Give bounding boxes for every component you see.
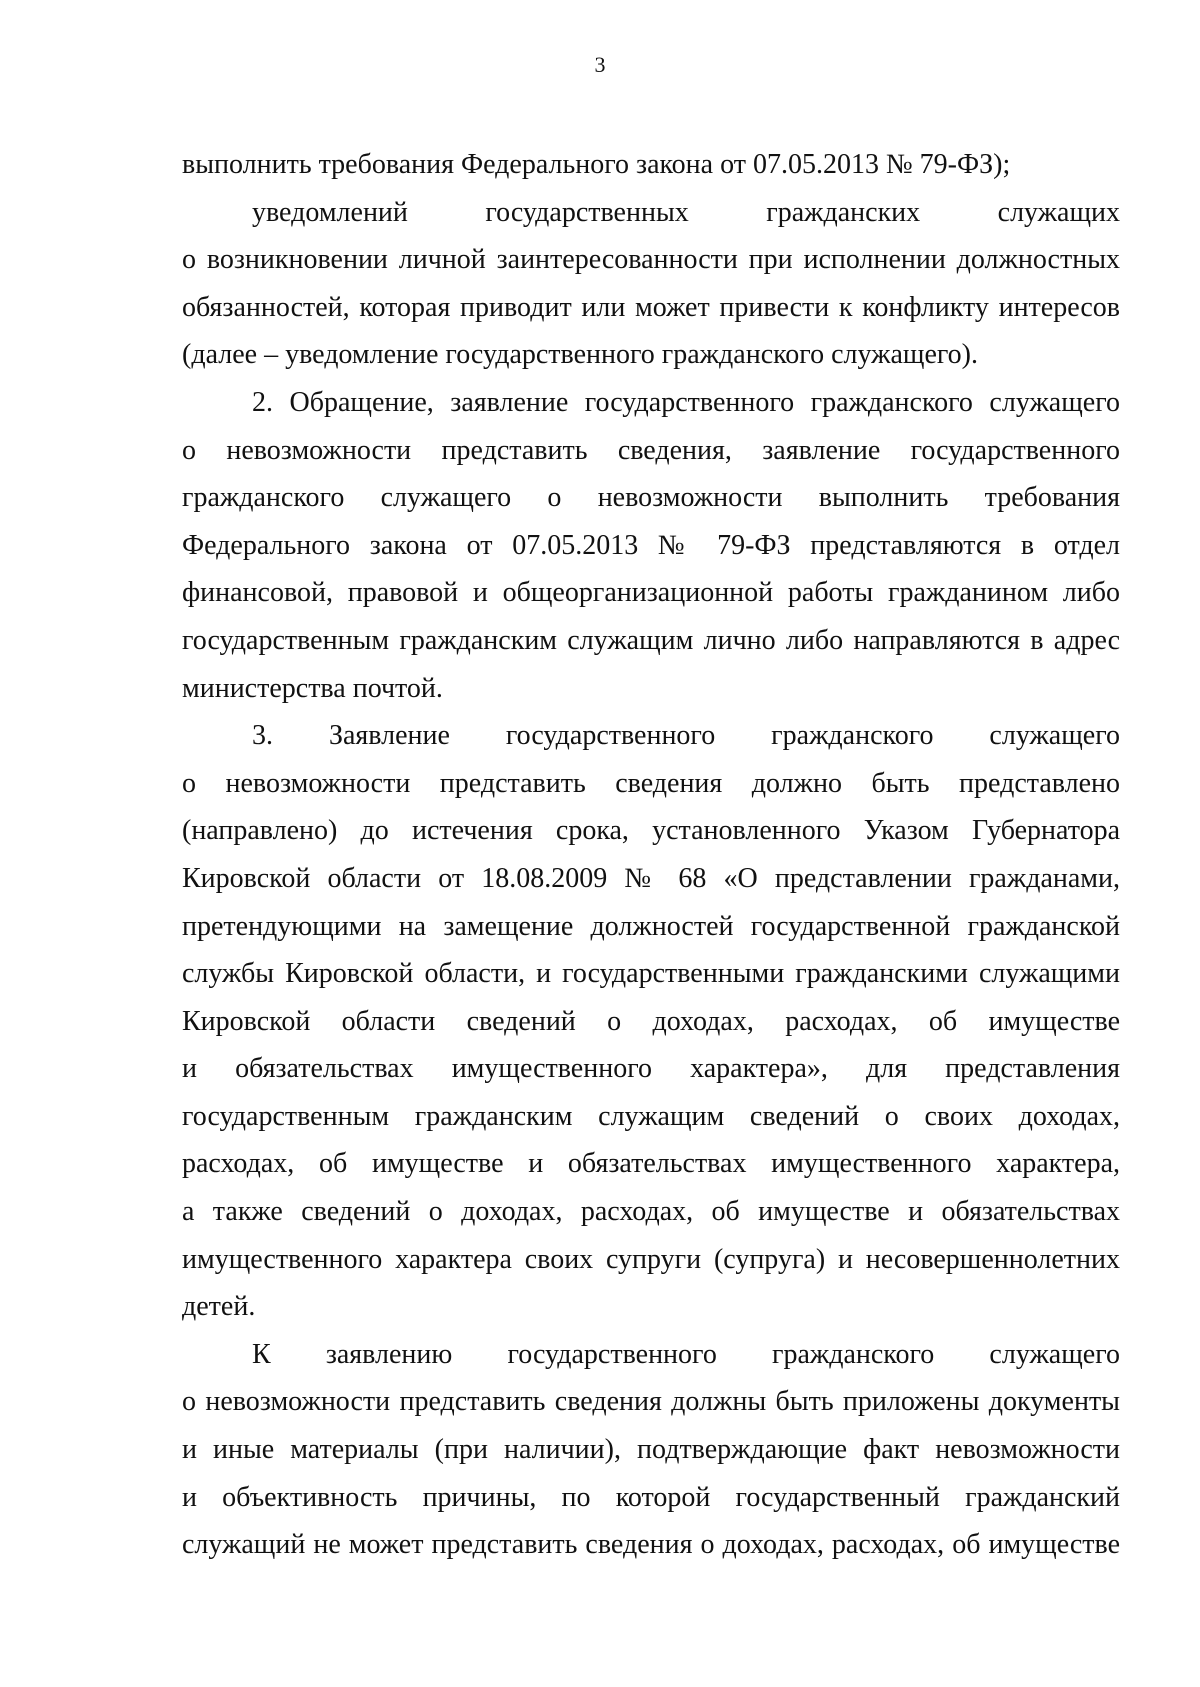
- text-line: имущественного характера своих супруги (супруга) и несовершеннолетних: [182, 1243, 1120, 1275]
- text-line: расходах, об имуществе и обязательствах имущественного характера,: [182, 1148, 1120, 1180]
- text-line: гражданского служащего о невозможности выполнить требования: [182, 482, 1120, 514]
- text-line: государственным гражданским служащим лично либо направляются в адрес: [182, 624, 1120, 656]
- text-line: и обязательствах имущественного характера», для представления: [182, 1053, 1120, 1085]
- text-line: Федерального закона от 07.05.2013 № 79-ФЗ представляются в отдел: [182, 529, 1120, 561]
- text-line: претендующими на замещение должностей государственной гражданской: [182, 910, 1120, 942]
- text-line: К заявлению государственного гражданского служащего: [252, 1338, 1120, 1370]
- text-line: о невозможности представить сведения должно быть представлено: [182, 767, 1120, 799]
- text-line: выполнить требования Федерального закона от 07.05.2013 № 79-ФЗ);: [182, 149, 1011, 180]
- text-line: о возникновении личной заинтересованности при исполнении должностных: [182, 244, 1120, 276]
- text-line: и иные материалы (при наличии), подтверждающие факт невозможности: [182, 1434, 1120, 1466]
- text-line: службы Кировской области, и государственными гражданскими служащими: [182, 958, 1120, 990]
- text-line: финансовой, правовой и общеорганизационной работы гражданином либо: [182, 577, 1120, 609]
- text-line: и объективность причины, по которой государственный гражданский: [182, 1481, 1120, 1513]
- text-line: государственным гражданским служащим сведений о своих доходах,: [182, 1100, 1120, 1132]
- text-line: о невозможности представить сведения, заявление государственного: [182, 434, 1120, 466]
- text-line: служащий не может представить сведения о доходах, расходах, об имуществе: [182, 1529, 1120, 1561]
- text-line: уведомлений государственных гражданских служащих: [252, 196, 1120, 228]
- text-line: 3. Заявление государственного гражданского служащего: [252, 720, 1120, 752]
- text-line: 2. Обращение, заявление государственного гражданского служащего: [252, 386, 1120, 418]
- text-line: министерства почтой.: [182, 672, 443, 704]
- text-line: (далее – уведомление государственного гражданского служащего).: [182, 339, 978, 371]
- text-line: Кировской области от 18.08.2009 № 68 «О представлении гражданами,: [182, 862, 1120, 894]
- text-line: обязанностей, которая приводит или может привести к конфликту интересов: [182, 291, 1120, 323]
- text-line: а также сведений о доходах, расходах, об имуществе и обязательствах: [182, 1196, 1120, 1228]
- text-line: о невозможности представить сведения должны быть приложены документы: [182, 1386, 1120, 1418]
- document-body: [182, 145, 1120, 1573]
- page-number: 3: [594, 52, 606, 77]
- text-line: Кировской области сведений о доходах, расходах, об имуществе: [182, 1005, 1120, 1037]
- text-line: детей.: [182, 1291, 256, 1323]
- text-line: (направлено) до истечения срока, установленного Указом Губернатора: [182, 815, 1120, 847]
